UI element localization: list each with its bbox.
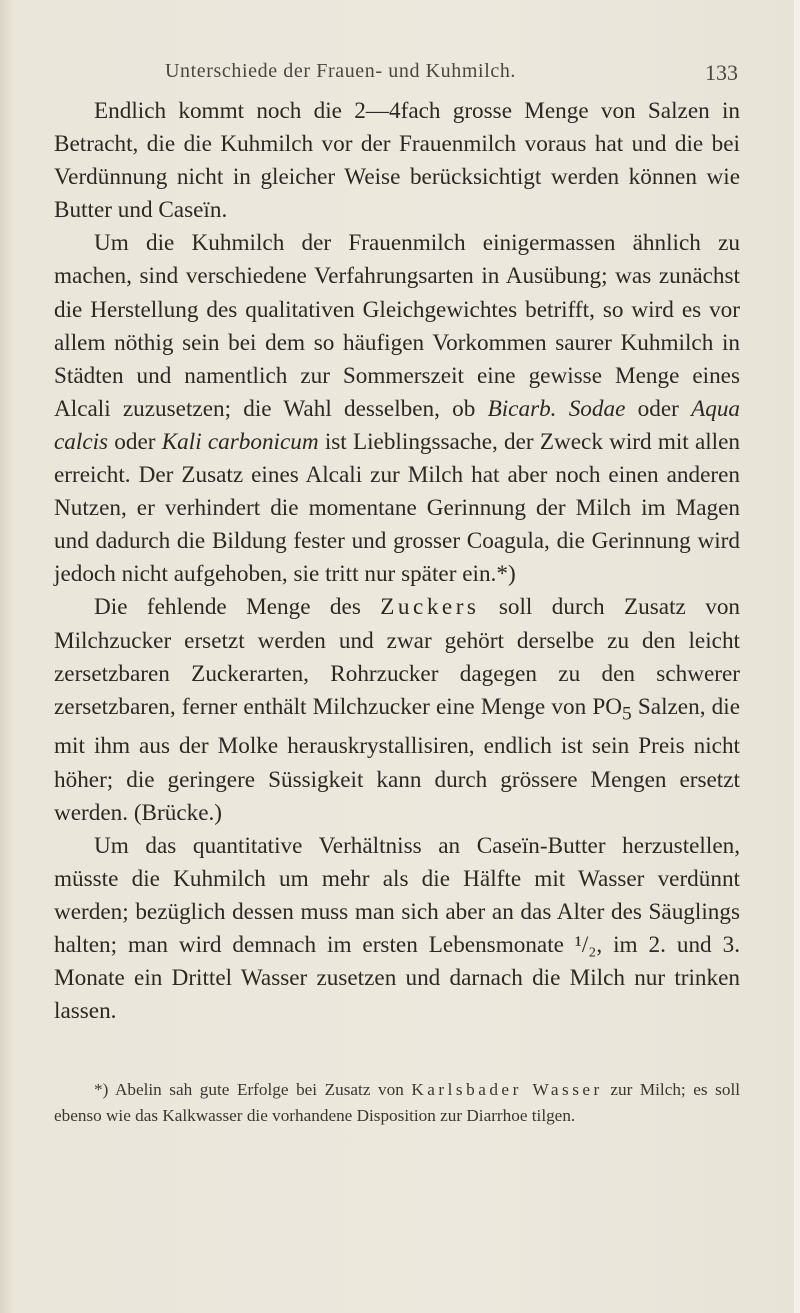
text-run: Salzen, die mit ihm aus der Molke herauskrystallisiren, endlich ist sein Preis nicht höher; die geringere Süssigkeit kann durch grössere Mengen ersetzt werden. (Brücke.) bbox=[54, 693, 741, 826]
remedy-aqua-calcis: Aqua calcis bbox=[54, 395, 741, 455]
text-run: zur Milch; es soll ebenso wie das Kalkwasser die vorhandene Disposition zur Diarrhoe tilgen. bbox=[54, 1080, 740, 1125]
running-title: Unterschiede der Frauen- und Kuhmilch. bbox=[165, 60, 517, 82]
paragraph-alcali bbox=[54, 227, 740, 591]
paragraph-verduennung: Um das quantitative Verhältniss an Caseïn-Butter herzustellen, müsste die Kuhmilch um mehr als die Hälfte mit Wasser verdünnt werden; bezüglich dessen muss man sich aber an das Alter des Säuglings halten; man wird demnach im ersten Lebensmonate ¹/₂, im 2. und 3. Monate ein Drittel Wasser zusetzen und darnach die Milch nur trinken lassen. bbox=[54, 832, 740, 1025]
page-number: 133 bbox=[705, 60, 738, 85]
footnote bbox=[54, 1077, 740, 1129]
text-run: Die fehlende Menge des bbox=[94, 594, 361, 621]
subscript: 5 bbox=[622, 703, 632, 725]
spaced-term: Zuckers bbox=[380, 594, 480, 621]
text-run: ist Lieblingssache, der Zweck wird mit allen erreicht. Der Zusatz eines Alcali zur Milch hat aber noch einen anderen Nutzen, er verhindert die momentane Gerinnung der Milch im Magen und dadurch die Bildung fester und grosser Coagula, die Gerinnung wird jedoch nicht aufgehoben, sie tritt nur später ein.*) bbox=[54, 428, 741, 588]
remedy-bicarb: Bicarb. Sodae bbox=[487, 395, 626, 422]
text-run: oder bbox=[114, 428, 156, 455]
paragraph-zucker bbox=[54, 591, 740, 829]
body-text bbox=[54, 95, 740, 1028]
page-edge bbox=[794, 0, 800, 1313]
spaced-term: Karlsbader Wasser bbox=[411, 1080, 603, 1099]
text-run: oder bbox=[637, 395, 679, 422]
text-run: *) Abelin sah gute Erfolge bei Zusatz von bbox=[94, 1080, 404, 1099]
text-run: Um die Kuhmilch der Frauenmilch einigermassen ähnlich zu machen, sind verschiedene Verfahrungsarten in Ausübung; was zunächst die Herstellung des qualitativen Gleichgewichtes betrifft, so wird es vor allem nöthig sein bei dem so häufigen Vorkommen saurer Kuhmilch in Städten und namentlich zur Sommerszeit eine gewisse Menge eines Alcali zuzusetzen; die Wahl desselben, ob bbox=[54, 230, 740, 422]
text-run: soll durch Zusatz von Milchzucker ersetzt werden und zwar gehört derselbe zu den leicht zersetzbaren Zuckerarten, Rohrzucker dagegen zu den schwerer zersetzbaren, ferner enthält Milchzucker eine Menge von PO bbox=[54, 594, 741, 720]
footnote-text bbox=[54, 1077, 740, 1129]
running-head bbox=[0, 60, 800, 100]
remedy-kali-carbonicum: Kali carbonicum bbox=[161, 428, 319, 455]
paragraph-salts: Endlich kommt noch die 2—4fach grosse Menge von Salzen in Betracht, die die Kuhmilch vor der Frauenmilch voraus hat und die bei Verdünnung nicht in gleicher Weise berücksichtigt werden können wie Butter und Caseïn. bbox=[54, 98, 740, 224]
